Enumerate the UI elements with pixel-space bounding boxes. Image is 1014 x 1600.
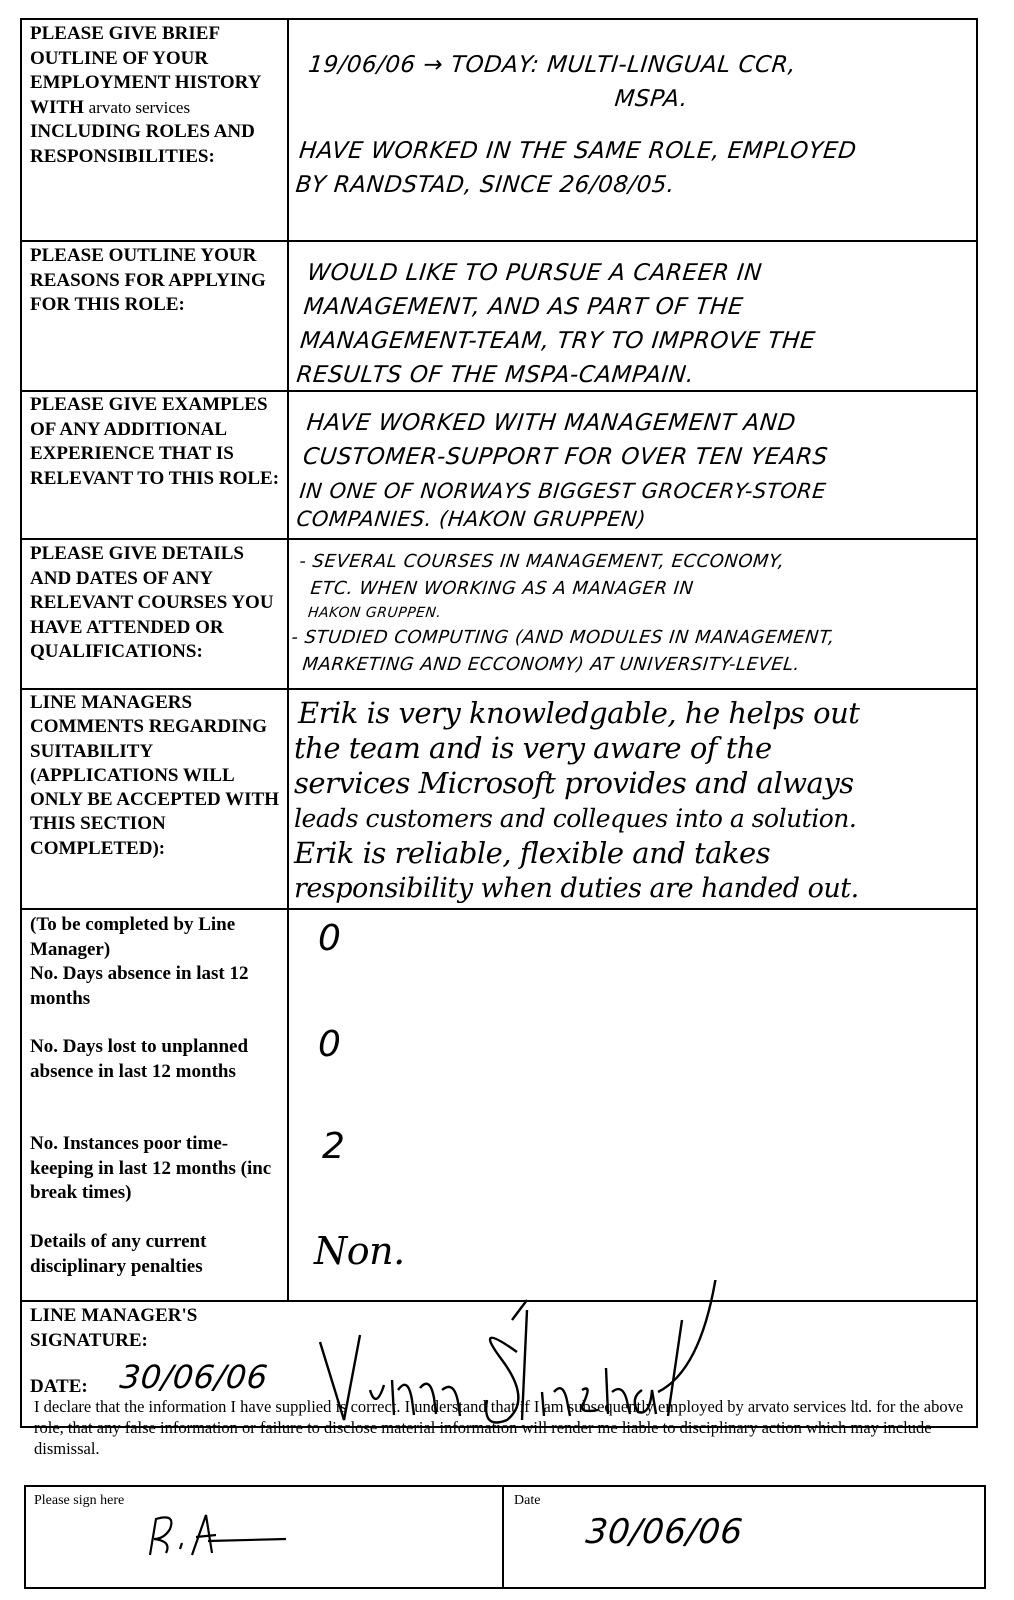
line-manager-comments-answer: Erik is very knowledgable, he helps out the team and is very aware of the services Microsoft provides and always leads customers and colleques into a solution. Erik is reliable, flexible and takes responsibility when duties are handed out. bbox=[294, 696, 860, 904]
applicant-signature-image bbox=[136, 1505, 306, 1565]
applicant-sign-box bbox=[24, 1485, 986, 1589]
reasons-answer: WOULD LIKE TO PURSUE A CAREER IN MANAGEMENT, AND AS PART OF THE MANAGEMENT-TEAM, TRY TO IMPROVE THE RESULTS OF THE MSPA-CAMPAIN. bbox=[295, 260, 817, 388]
absence-q4-label: Details of any current disciplinary penalties bbox=[30, 1231, 207, 1277]
absence-a2: 0 bbox=[318, 1024, 341, 1065]
form-table bbox=[20, 18, 978, 1428]
signature-date-value: 30/06/06 bbox=[118, 1358, 270, 1396]
employment-history-label: PLEASE GIVE BRIEF OUTLINE OF YOUR EMPLOYMENT HISTORY WITH arvato services INCLUDING ROLES AND RESPONSIBILITIES: bbox=[30, 23, 261, 167]
employment-history-answer: 19/06/06 → TODAY: MULTI-LINGUAL CCR, MSPA. HAVE WORKED IN THE SAME ROLE, EMPLOYED BY RANDSTAD, SINCE 26/08/05. bbox=[294, 52, 858, 198]
absence-intro-label: (To be completed by Line Manager) bbox=[30, 914, 236, 960]
date-caption: Date bbox=[514, 1493, 541, 1508]
row-divider bbox=[22, 240, 976, 242]
absence-q2-label: No. Days lost to unplanned absence in last 12 months bbox=[30, 1036, 249, 1082]
row-divider bbox=[22, 908, 976, 910]
sign-here-caption: Please sign here bbox=[34, 1493, 125, 1508]
declaration-text: I declare that the information I have supplied is correct. I understand that if I am subsequently employed by arvato services ltd. for the above role, that any false information or failure to disclose material information will render me liable to disciplinary action which may include dismissal. bbox=[34, 1397, 964, 1458]
courses-label: PLEASE GIVE DETAILS AND DATES OF ANY RELEVANT COURSES YOU HAVE ATTENDED OR QUALIFICATIONS: bbox=[30, 543, 274, 663]
row-divider bbox=[22, 538, 976, 540]
experience-answer: HAVE WORKED WITH MANAGEMENT AND CUSTOMER-SUPPORT FOR OVER TEN YEARS IN ONE OF NORWAYS BIGGEST GROCERY-STORE COMPANIES. (HAKON GRUPPEN) bbox=[295, 410, 830, 531]
line-manager-comments-label: LINE MANAGERS COMMENTS REGARDING SUITABILITY (APPLICATIONS WILL ONLY BE ACCEPTED WITH THIS SECTION COMPLETED): bbox=[30, 692, 280, 859]
experience-label: PLEASE GIVE EXAMPLES OF ANY ADDITIONAL EXPERIENCE THAT IS RELEVANT TO THIS ROLE: bbox=[30, 394, 280, 489]
applicant-date-value: 30/06/06 bbox=[583, 1512, 745, 1552]
absence-a1: 0 bbox=[318, 918, 341, 959]
line-manager-signature-label: LINE MANAGER'S SIGNATURE: bbox=[30, 1305, 198, 1351]
row-divider bbox=[22, 688, 976, 690]
sign-box-divider bbox=[502, 1487, 504, 1587]
absence-q3-label: No. Instances poor time-keeping in last 12 months (inc break times) bbox=[30, 1133, 272, 1204]
reasons-label: PLEASE OUTLINE YOUR REASONS FOR APPLYING FOR THIS ROLE: bbox=[30, 245, 266, 316]
absence-a4: Non. bbox=[314, 1229, 405, 1273]
signature-date-label: DATE: bbox=[30, 1376, 88, 1397]
courses-answer: - SEVERAL COURSES IN MANAGEMENT, ECCONOMY, ETC. WHEN WORKING AS A MANAGER IN HAKON GRUPPEN. - STUDIED COMPUTING (AND MODULES IN MANAGEMENT, MARKETING AND ECCONOMY) AT UNIVERSITY-LEVEL. bbox=[290, 551, 836, 675]
absence-q1-label: No. Days absence in last 12 months bbox=[30, 963, 249, 1009]
absence-a3: 2 bbox=[322, 1126, 345, 1167]
